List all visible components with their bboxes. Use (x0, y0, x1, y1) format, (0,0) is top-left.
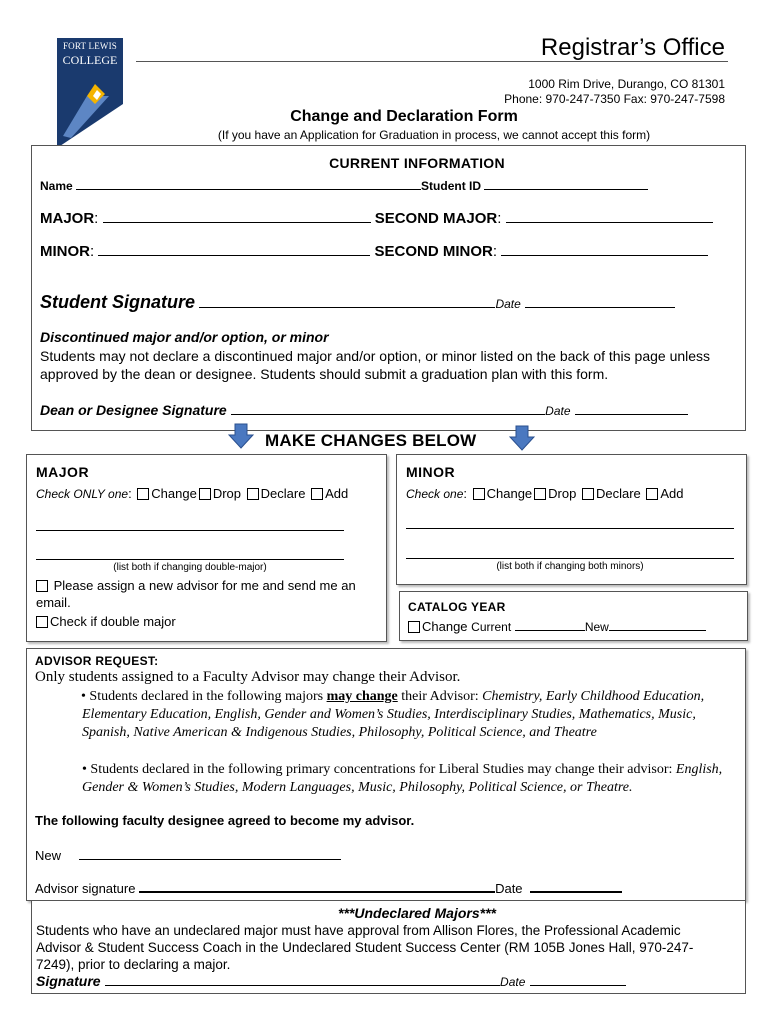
undeclared-date-field[interactable] (530, 972, 626, 986)
major-field-1[interactable] (36, 530, 344, 531)
name-label: Name (40, 179, 73, 193)
undeclared-signature-label: Signature (36, 973, 101, 989)
undeclared-heading: ***Undeclared Majors*** (338, 905, 496, 921)
current-info-heading: CURRENT INFORMATION (329, 155, 505, 171)
major-add-checkbox[interactable] (311, 488, 323, 500)
catalog-year-heading: CATALOG YEAR (408, 600, 506, 614)
address: 1000 Rim Drive, Durango, CO 81301 (528, 77, 725, 91)
advisor-assign-checkbox[interactable] (36, 580, 48, 592)
catalog-change-label: Change (422, 619, 468, 634)
second-minor-field[interactable] (501, 242, 708, 256)
minor-change-checkbox[interactable] (473, 488, 485, 500)
student-signature-date-field[interactable] (525, 294, 675, 308)
student-id-field[interactable] (484, 176, 648, 190)
undeclared-section (31, 900, 746, 994)
logo-line2: COLLEGE (62, 53, 118, 67)
minor-drop-checkbox[interactable] (534, 488, 546, 500)
undeclared-signature-field[interactable] (105, 972, 500, 986)
designee-text: The following faculty designee agreed to become my advisor. (35, 813, 415, 828)
name-field[interactable] (76, 176, 421, 190)
dean-date-field[interactable] (575, 401, 688, 415)
catalog-change-checkbox[interactable] (408, 621, 420, 633)
minor-field-1[interactable] (406, 528, 734, 529)
advisor-request-heading: ADVISOR REQUEST: (35, 654, 159, 668)
double-major-checkbox[interactable] (36, 616, 48, 628)
major-label: MAJOR (40, 210, 95, 227)
phone-fax: Phone: 970-247-7350 Fax: 970-247-7598 (504, 92, 725, 106)
catalog-new-field[interactable] (609, 617, 706, 631)
major-check-label: Check ONLY one (36, 487, 129, 501)
major-drop-checkbox[interactable] (199, 488, 211, 500)
second-major-label: SECOND MAJOR (374, 210, 498, 227)
current-information-section: CURRENT INFORMATION Name Student ID MAJOR: SECOND MAJOR: MINOR: SECOND MINOR: Student Signature Date Discontinued major and/or option, or minor Students may not declare a discontinued major and/or option, or minor listed on the back of this page unless approved by the dean or designee. Students should submit a graduation plan with this form. Dean or Designee Signature Date (31, 145, 746, 431)
major-change-checkbox[interactable] (137, 488, 149, 500)
advisor-date-field[interactable] (530, 878, 622, 893)
advisor-request-section (26, 648, 746, 901)
make-changes-heading: MAKE CHANGES BELOW (265, 431, 477, 450)
minor-field-2[interactable] (406, 558, 734, 559)
dean-signature-label: Dean or Designee Signature (40, 402, 227, 418)
undeclared-date-label: Date (500, 975, 526, 989)
discontinued-text: Students may not declare a discontinued major and/or option, or minor listed on the back of this page unless approved by the dean or designee. Students should submit a graduation plan with this form. (40, 348, 711, 382)
major-declare-checkbox[interactable] (247, 488, 259, 500)
student-signature-field[interactable] (199, 294, 495, 308)
advisor-bullet-1: • Students declared in the following majors may change their Advisor: Chemistry, Early Childhood Education, Elementary Education, English, Gender and Women’s Studies, Interdisciplinary Studies, Mathematics, Music, Spanish, Native American & Indigenous Studies, Philosophy, Political Science, and Theatre (81, 689, 705, 740)
minor-field[interactable] (98, 242, 370, 256)
advisor-intro: Only students assigned to a Faculty Advisor may change their Advisor. (35, 669, 461, 685)
discontinued-heading: Discontinued major and/or option, or minor (40, 329, 329, 345)
form-title: Change and Declaration Form (290, 108, 518, 125)
minor-change-heading: MINOR (406, 464, 456, 480)
advisor-date-label: Date (495, 881, 523, 896)
catalog-current-field[interactable] (515, 617, 585, 631)
advisor-signature-label: Advisor signature (35, 881, 136, 896)
student-signature-date-label: Date (495, 297, 521, 311)
advisor-assign-label: Please assign a new advisor for me and send me an email. (36, 578, 356, 610)
second-major-field[interactable] (506, 209, 713, 223)
major-change-heading: MAJOR (36, 464, 90, 480)
second-minor-label: SECOND MINOR (374, 243, 493, 260)
major-field[interactable] (103, 209, 371, 223)
down-arrow-icon (228, 423, 254, 449)
logo-line1: FORT LEWIS (62, 41, 118, 51)
dean-signature-field[interactable] (231, 401, 545, 415)
major-field-2[interactable] (36, 559, 344, 560)
minor-declare-checkbox[interactable] (582, 488, 594, 500)
undeclared-text: Students who have an undeclared major must have approval from Allison Flores, the Professional Academic Advisor & Student Success Coach in the Undeclared Student Success Center (RM 105B Jones Hall, 970-247-7249), prior to declaring a major. (36, 923, 694, 972)
minor-label: MINOR (40, 243, 90, 260)
advisor-bullet-2: • Students declared in the following primary concentrations for Liberal Studies may change their advisor: English, Gender & Women’s Studies, Modern Languages, Music, Philosophy, Political Science, or Theatre. (82, 762, 723, 795)
minor-change-section: MINOR Check one: Change Drop Declare Add (list both if changing both minors) (396, 454, 747, 585)
form-subtitle: (If you have an Application for Graduation in process, we cannot accept this form) (217, 128, 651, 142)
advisor-signature-field[interactable] (139, 878, 495, 893)
student-signature-label: Student Signature (40, 292, 196, 312)
dean-date-label: Date (545, 404, 571, 418)
office-title: Registrar’s Office (540, 34, 725, 61)
student-id-label: Student ID (421, 179, 482, 193)
double-major-label: Check if double major (50, 614, 176, 629)
minor-add-checkbox[interactable] (646, 488, 658, 500)
title-rule (136, 61, 728, 62)
catalog-current-label: Current (471, 620, 512, 634)
minor-list-note: (list both if changing both minors) (496, 561, 644, 572)
catalog-year-section (399, 591, 748, 641)
major-list-note: (list both if changing double-major) (113, 562, 267, 573)
new-advisor-label: New (35, 848, 62, 863)
minor-check-label: Check one (406, 487, 464, 501)
catalog-new-label: New (584, 620, 609, 634)
major-change-section: MAJOR Check ONLY one: Change Drop Declare Add (list both if changing double-major) Please assign a new advisor for me and send me an email. Check if double major (26, 454, 387, 642)
down-arrow-icon (509, 425, 535, 451)
new-advisor-field[interactable] (79, 846, 341, 860)
